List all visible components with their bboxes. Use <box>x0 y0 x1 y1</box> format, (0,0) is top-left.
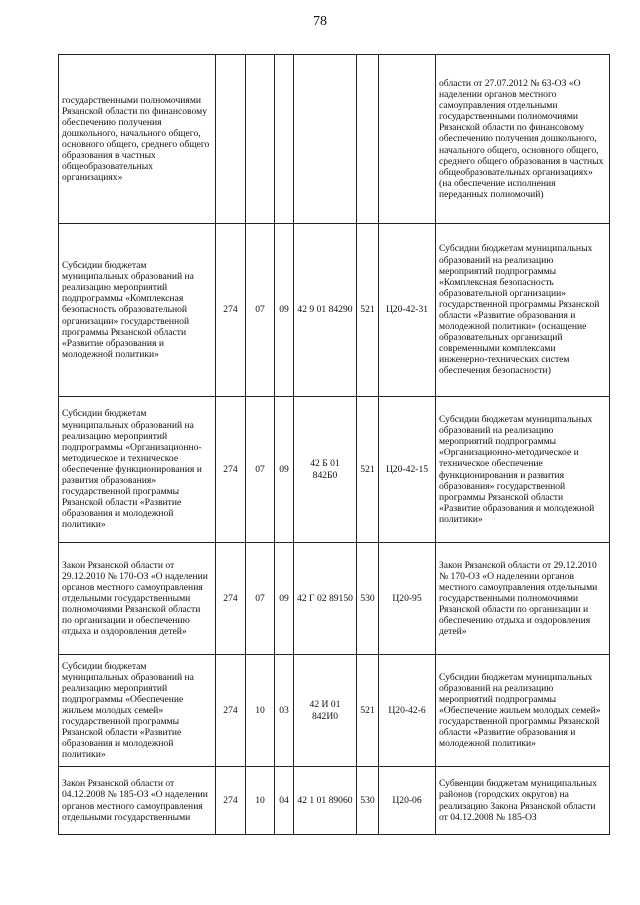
row-code-purpose: Ц20-42-6 <box>379 655 436 767</box>
row-code-ministry <box>216 55 246 224</box>
row-name: Субсидии бюджетам муниципальных образований на реализацию мероприятий подпрограммы «Обеспечение жильем молодых семей» государственной программы Рязанской области «Развитие образования и молодежной политики» <box>59 655 216 767</box>
row-code-subsection: 04 <box>275 767 294 835</box>
row-basis: Закон Рязанской области от 29.12.2010 № 170-ОЗ «О наделении органов местного самоуправления отдельными государственными полномочиями Рязанской области по организации и обеспечению отдыха и оздоровления детей» <box>436 543 610 655</box>
row-code-subsection: 03 <box>275 655 294 767</box>
row-code-ministry: 274 <box>216 397 246 543</box>
row-code-purpose: Ц20-06 <box>379 767 436 835</box>
row-basis: Субвенции бюджетам муниципальных районов (городских округов) на реализацию Закона Рязанской области от 04.12.2008 № 185-ОЗ <box>436 767 610 835</box>
row-name: Субсидии бюджетам муниципальных образований на реализацию мероприятий подпрограммы «Организационно-методическое и техническое обеспечение функционирования и развития образования» государственной программы Рязанской области «Развитие образования и молодежной политики» <box>59 397 216 543</box>
row-code-purpose <box>379 55 436 224</box>
row-code-ministry: 274 <box>216 224 246 397</box>
table-row <box>59 397 610 543</box>
row-code-expense-type: 521 <box>357 655 379 767</box>
table-row <box>59 55 610 224</box>
row-basis: Субсидии бюджетам муниципальных образований на реализацию мероприятий подпрограммы «Обеспечение жильем молодых семей» государственной программы Рязанской области «Развитие образования и молодежной политики» <box>436 655 610 767</box>
row-code-section: 07 <box>246 543 275 655</box>
row-code-purpose: Ц20-42-31 <box>379 224 436 397</box>
row-code-expense-type: 530 <box>357 543 379 655</box>
table-row <box>59 224 610 397</box>
row-code-target: 42 9 01 84290 <box>294 224 357 397</box>
row-code-expense-type: 521 <box>357 397 379 543</box>
row-code-ministry: 274 <box>216 767 246 835</box>
row-name: Закон Рязанской области от 04.12.2008 № 185-ОЗ «О наделении органов местного самоуправления отдельными государственными <box>59 767 216 835</box>
row-code-expense-type: 521 <box>357 224 379 397</box>
row-code-subsection: 09 <box>275 397 294 543</box>
table-row <box>59 543 610 655</box>
row-code-ministry: 274 <box>216 655 246 767</box>
row-code-expense-type: 530 <box>357 767 379 835</box>
row-basis: Субсидии бюджетам муниципальных образований на реализацию мероприятий подпрограммы «Организационно-методическое и техническое обеспечение функционирования и развития образования» государственной программы Рязанской области «Развитие образования и молодежной политики» <box>436 397 610 543</box>
row-code-section: 10 <box>246 767 275 835</box>
row-name: государственными полномочиями Рязанской области по финансовому обеспечению получения дошкольного, начального общего, основного общего, среднего общего образования в частных общеобразовательных организациях» <box>59 55 216 224</box>
row-code-expense-type <box>357 55 379 224</box>
row-basis: области от 27.07.2012 № 63-ОЗ «О наделении органов местного самоуправления отдельными государственными полномочиями Рязанской области по финансовому обеспечению получения дошкольного, начального общего, основного общего, среднего общего образования в частных общеобразовательных организациях» (на обеспечение исполнения переданных полномочий) <box>436 55 610 224</box>
row-code-target: 42 Г 02 89150 <box>294 543 357 655</box>
row-code-target: 42 И 01 842И0 <box>294 655 357 767</box>
row-name: Субсидии бюджетам муниципальных образований на реализацию мероприятий подпрограммы «Комплексная безопасность образовательной организации» государственной программы Рязанской области «Развитие образования и молодежной политики» <box>59 224 216 397</box>
row-code-section: 10 <box>246 655 275 767</box>
row-code-purpose: Ц20-95 <box>379 543 436 655</box>
budget-table <box>58 54 610 835</box>
row-code-section: 07 <box>246 397 275 543</box>
row-code-target: 42 Б 01 842Б0 <box>294 397 357 543</box>
row-code-target: 42 1 01 89060 <box>294 767 357 835</box>
row-code-subsection <box>275 55 294 224</box>
row-code-target <box>294 55 357 224</box>
row-code-section <box>246 55 275 224</box>
table-row <box>59 767 610 835</box>
row-code-subsection: 09 <box>275 224 294 397</box>
row-code-subsection: 09 <box>275 543 294 655</box>
row-basis: Субсидии бюджетам муниципальных образований на реализацию мероприятий подпрограммы «Комплексная безопасность образовательной организации» государственной программы Рязанской области «Развитие образования и молодежной политики» (оснащение образовательных организаций современными комплексами инженерно-технических систем обеспечения безопасности) <box>436 224 610 397</box>
table-row <box>59 655 610 767</box>
row-code-purpose: Ц20-42-15 <box>379 397 436 543</box>
page-number: 78 <box>313 14 327 29</box>
row-code-ministry: 274 <box>216 543 246 655</box>
row-code-section: 07 <box>246 224 275 397</box>
row-name: Закон Рязанской области от 29.12.2010 № 170-ОЗ «О наделении органов местного самоуправления отдельными государственными полномочиями Рязанской области по организации и обеспечению отдыха и оздоровления детей» <box>59 543 216 655</box>
